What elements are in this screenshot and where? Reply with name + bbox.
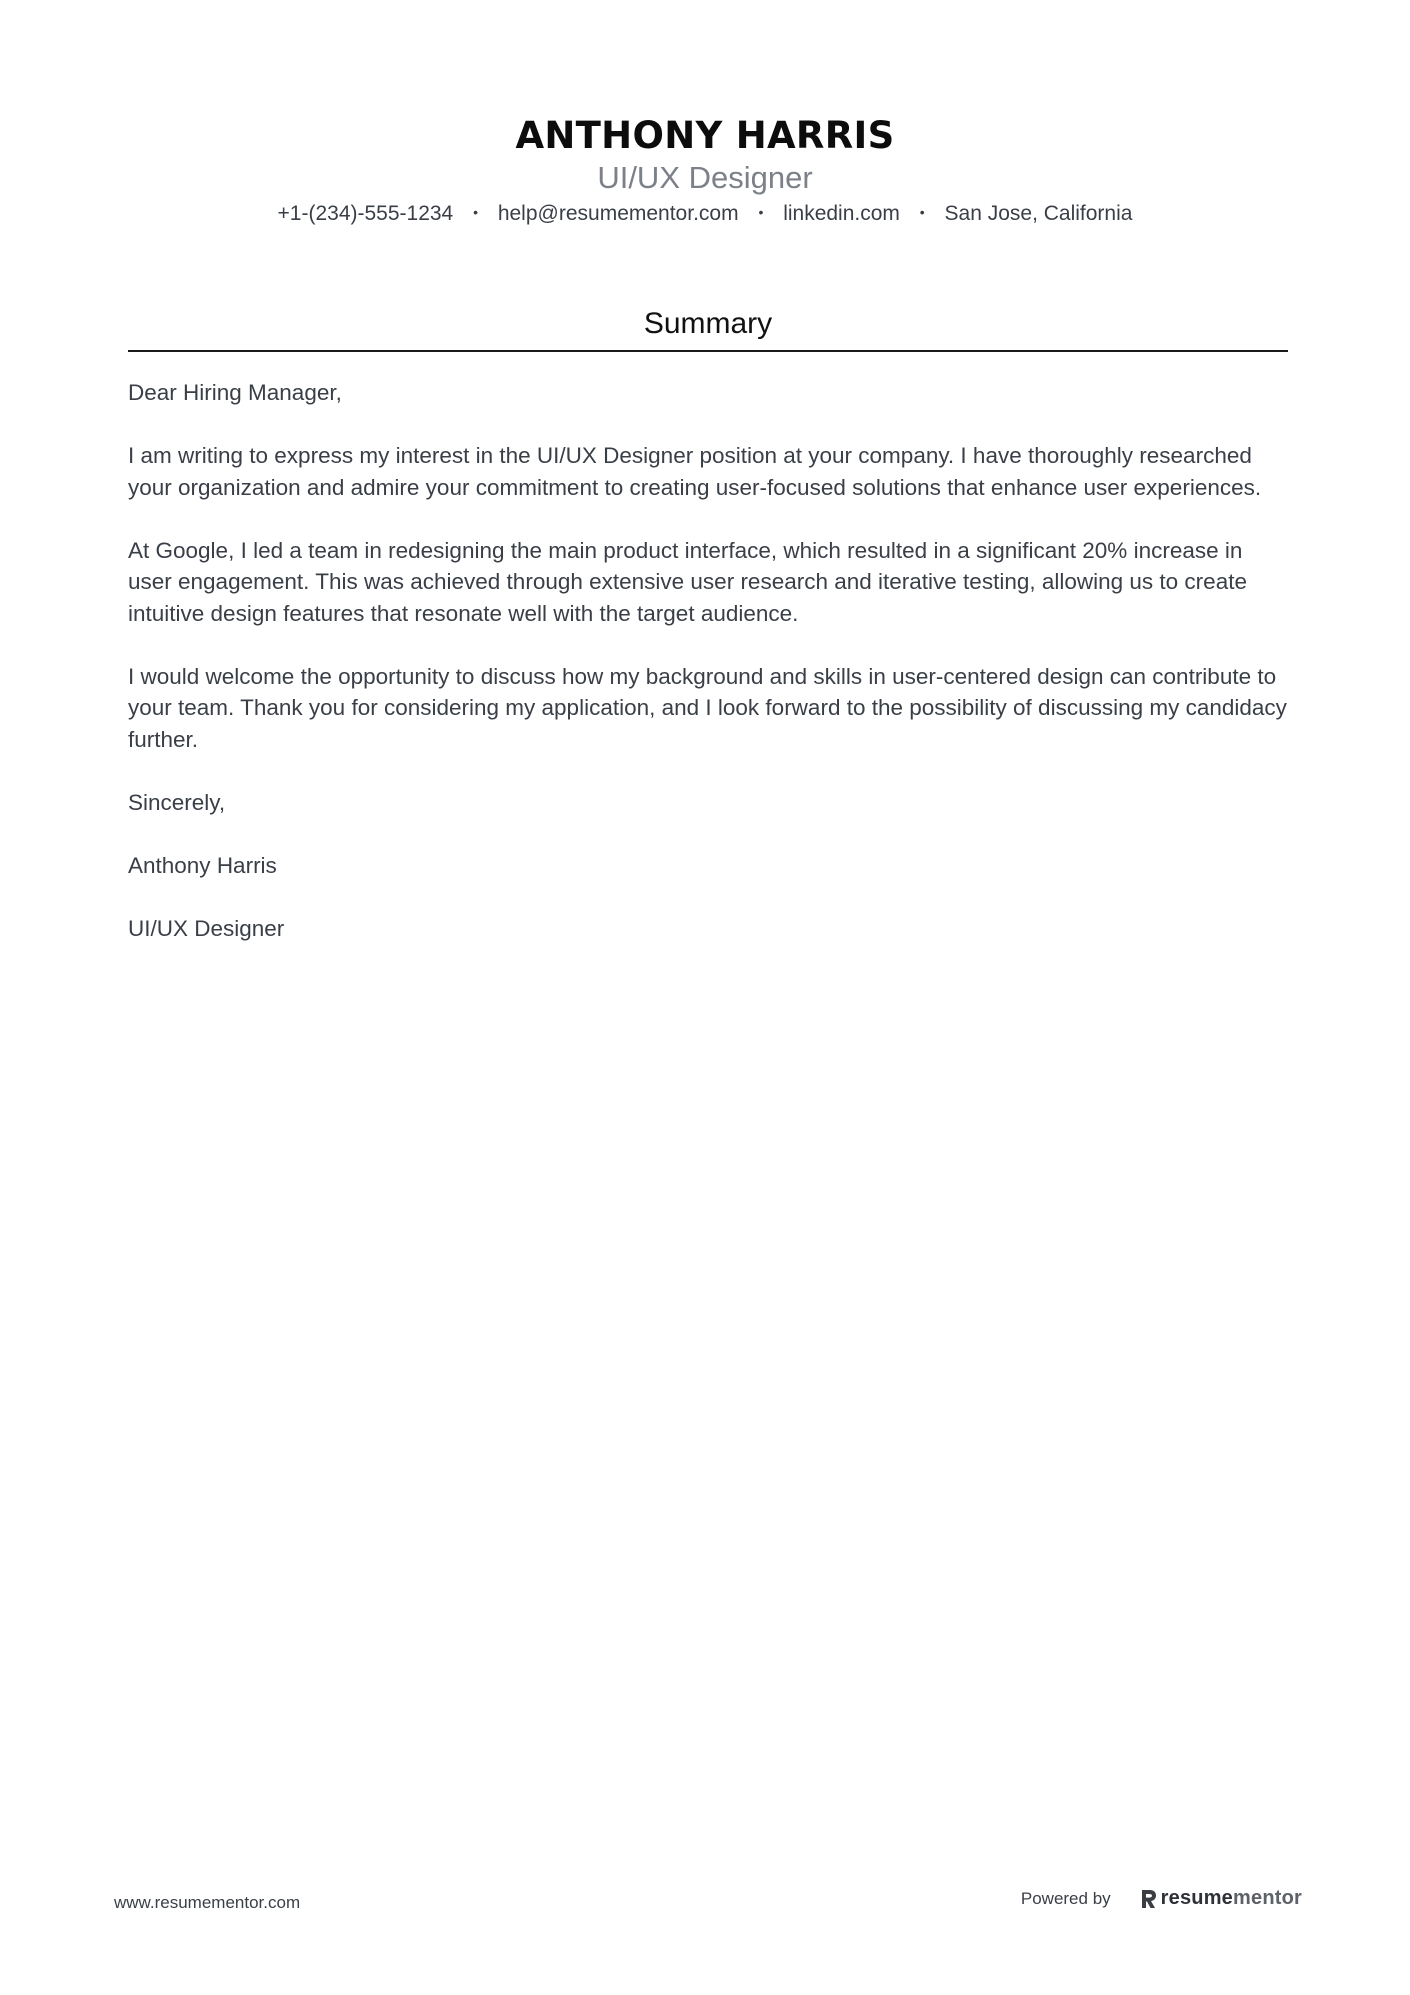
contact-separator: • xyxy=(758,204,764,221)
signature-name: Anthony Harris xyxy=(128,852,277,878)
brand-name-strong: resume xyxy=(1160,1887,1234,1909)
brand-logo xyxy=(1139,1887,1302,1910)
applicant-role: UI/UX Designer xyxy=(597,160,813,195)
section-divider xyxy=(128,350,1288,352)
brand-name-light: mentor xyxy=(1233,1887,1302,1909)
letter-paragraph: I am writing to express my interest in the UI/UX Designer position at your company. I have thoroughly researched your organization and admire your commitment to creating user-focused solutions that enhance user experiences. xyxy=(128,443,1262,500)
contact-linkedin: linkedin.com xyxy=(783,202,900,225)
letter-paragraph: I would welcome the opportunity to discuss how my background and skills in user-centered design can contribute to your team. Thank you for considering my application, and I look forward to the possibility of discussing my candidacy further. xyxy=(128,663,1287,752)
footer-website: www.resumementor.com xyxy=(114,1893,301,1912)
powered-by-label: Powered by xyxy=(1020,1888,1111,1908)
letter-header xyxy=(0,112,1410,228)
letter-body xyxy=(128,377,1288,976)
signature-title: UI/UX Designer xyxy=(128,915,285,941)
contact-separator: • xyxy=(919,204,925,221)
section-title: Summary xyxy=(643,307,773,340)
applicant-name: ANTHONY HARRIS xyxy=(515,114,895,157)
contact-separator: • xyxy=(473,204,478,221)
letter-paragraph: At Google, I led a team in redesigning the main product interface, which resulted in a significant 20% increase in user engagement. This was achieved through extensive user research and iterative testing, allowing us to create intuitive design features that resonate well with the target audience. xyxy=(128,537,1247,626)
letter-closing: Sincerely, xyxy=(128,789,226,815)
contact-line xyxy=(0,200,1410,228)
contact-email: help@resumementor.com xyxy=(497,202,739,225)
letter-salutation: Dear Hiring Manager, xyxy=(128,380,342,405)
contact-location: San Jose, California xyxy=(944,202,1133,225)
resumementor-logo-icon xyxy=(1139,1888,1157,1910)
contact-phone: +1-(234)-555-1234 xyxy=(277,202,454,225)
powered-by-block xyxy=(1021,1887,1302,1910)
